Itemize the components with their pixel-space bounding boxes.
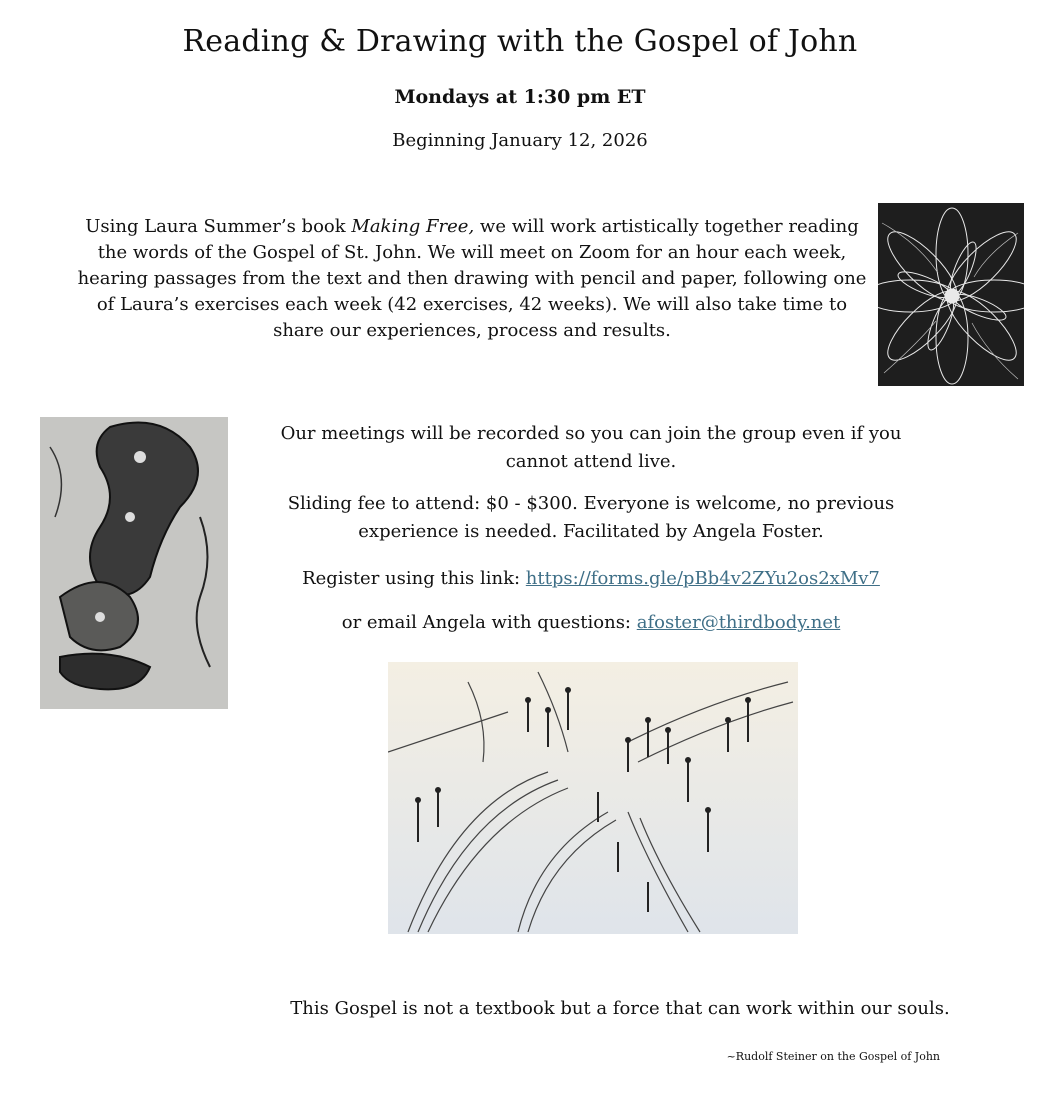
steiner-quote: This Gospel is not a textbook but a force that can work within our souls. bbox=[290, 998, 950, 1019]
email-label: or email Angela with questions: bbox=[341, 612, 637, 633]
register-line bbox=[256, 565, 926, 593]
intro-text-start: Using Laura Summer’s book bbox=[85, 216, 352, 237]
fee-note: Sliding fee to attend: $0 - $300. Everyone is welcome, no previous experience is needed. Facilitated by Angela Foster. bbox=[287, 493, 895, 542]
intro-paragraph bbox=[76, 214, 868, 344]
book-title: Making Free, bbox=[351, 216, 475, 237]
recording-note: Our meetings will be recorded so you can join the group even if you cannot attend live. bbox=[280, 423, 902, 472]
schedule-text: Mondays at 1:30 pm ET bbox=[394, 86, 646, 108]
start-date: Beginning January 12, 2026 bbox=[392, 130, 648, 151]
email-link[interactable]: afoster@thirdbody.net bbox=[636, 612, 841, 633]
intro-text-end: we will work artistically together reading the words of the Gospel of St. John. We will meet on Zoom for an hour each week, hearing passages from the text and then drawing with pencil and paper, following one of Laura’s exercises each week (42 exercises, 42 weeks). We will also take time to share our experiences, process and results. bbox=[77, 216, 867, 342]
register-label: Register using this link: bbox=[302, 568, 526, 589]
page-title: Reading & Drawing with the Gospel of John bbox=[182, 24, 858, 59]
register-link[interactable]: https://forms.gle/pBb4v2ZYu2os2xMv7 bbox=[525, 568, 880, 589]
abstract-drawing-image bbox=[40, 417, 228, 709]
email-line bbox=[256, 609, 926, 637]
quote-attribution: ~Rudolf Steiner on the Gospel of John bbox=[726, 1050, 940, 1063]
flower-drawing-image bbox=[878, 203, 1024, 386]
figures-drawing-image bbox=[388, 662, 798, 934]
